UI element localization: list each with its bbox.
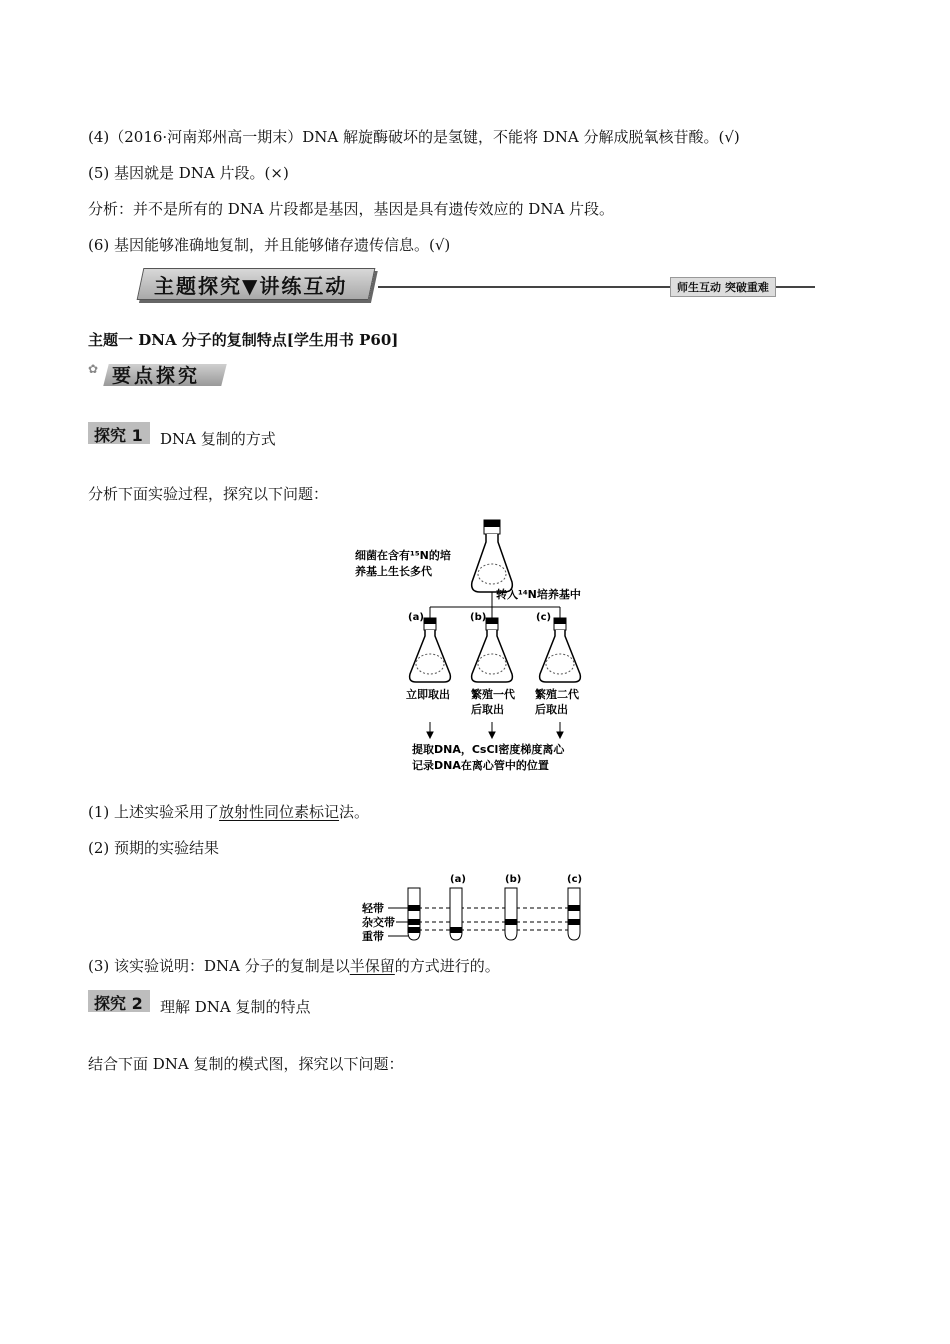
label-c: (c) [536,612,552,623]
sub-banner [88,360,233,388]
topic-heading: 主题一 DNA 分子的复制特点[学生用书 P60] [88,331,399,349]
explore2-title: 理解 DNA 复制的特点 [160,998,311,1016]
explore1-title: DNA 复制的方式 [160,430,276,448]
flask-label-1: 细菌在含有¹⁵N的培 [355,549,451,562]
label-b: (b) [470,612,487,623]
sub-banner-title: 要点探究 [112,365,201,387]
label-c-text-1: 繁殖二代 [535,688,579,701]
explore2-intro: 结合下面 DNA 复制的模式图，探究以下问题： [88,1055,404,1073]
explore1-intro: 分析下面实验过程，探究以下问题： [88,485,329,503]
label-b-text-2: 后取出 [471,703,504,716]
q3-answer: 半保留 [349,957,395,975]
heavy-band-label: 重带 [362,930,384,943]
banner-title: 主题探究▼讲练互动 [154,274,348,298]
label-c-text-2: 后取出 [535,703,568,716]
explore1-q2: (2) 预期的实验结果 [88,839,220,857]
label-b-text-1: 繁殖一代 [471,688,515,701]
explore1-q1: (1) 上述实验采用了放射性同位素标记法。 [88,803,370,821]
flask-a-icon [410,618,451,682]
tube-c-icon [568,888,580,940]
bottom-text-1: 提取DNA，CsCl密度梯度离心 [412,743,565,756]
centrifuge-diagram [362,870,592,945]
transfer-label: 转入¹⁴N培养基中 [496,588,581,601]
experiment-diagram [350,512,610,777]
tube-a-label: (a) [450,874,466,885]
flask-label-2: 养基上生长多代 [355,565,432,578]
flask-c-icon [540,618,581,682]
light-band-label: 轻带 [362,902,384,915]
explore1-tag: 探究 1 [88,422,150,444]
flask-b-icon [472,618,513,682]
section-banner [140,268,815,302]
item-q4: (4)（2016·河南郑州高一期末）DNA 解旋酶破坏的是氢键，不能将 DNA 分解成脱氧核苷酸。(√) [88,128,740,146]
reference-tube-icon [408,888,420,940]
tube-b-icon [505,888,517,940]
item-q6: (6) 基因能够准确地复制，并且能够储存遗传信息。(√) [88,236,451,254]
explore1-q3: (3) 该实验说明：DNA 分子的复制是以半保留的方式进行的。 [88,957,500,975]
banner-tag: 师生互动 突破重难 [670,277,776,297]
explore2-tag: 探究 2 [88,990,150,1012]
label-a: (a) [408,612,424,623]
flask-top-icon [472,520,513,592]
flourish-icon: ✿ [88,362,99,376]
item-analysis: 分析：并不是所有的 DNA 片段都是基因，基因是具有遗传效应的 DNA 片段。 [88,200,615,218]
tube-c-label: (c) [567,874,583,885]
q1-answer: 放射性同位素标记 [219,803,340,821]
label-a-text: 立即取出 [406,688,450,701]
hybrid-band-label: 杂交带 [362,916,395,929]
bottom-text-2: 记录DNA在离心管中的位置 [412,759,549,772]
tube-b-label: (b) [505,874,522,885]
item-q5: (5) 基因就是 DNA 片段。(×) [88,164,289,182]
tube-a-icon [450,888,462,940]
